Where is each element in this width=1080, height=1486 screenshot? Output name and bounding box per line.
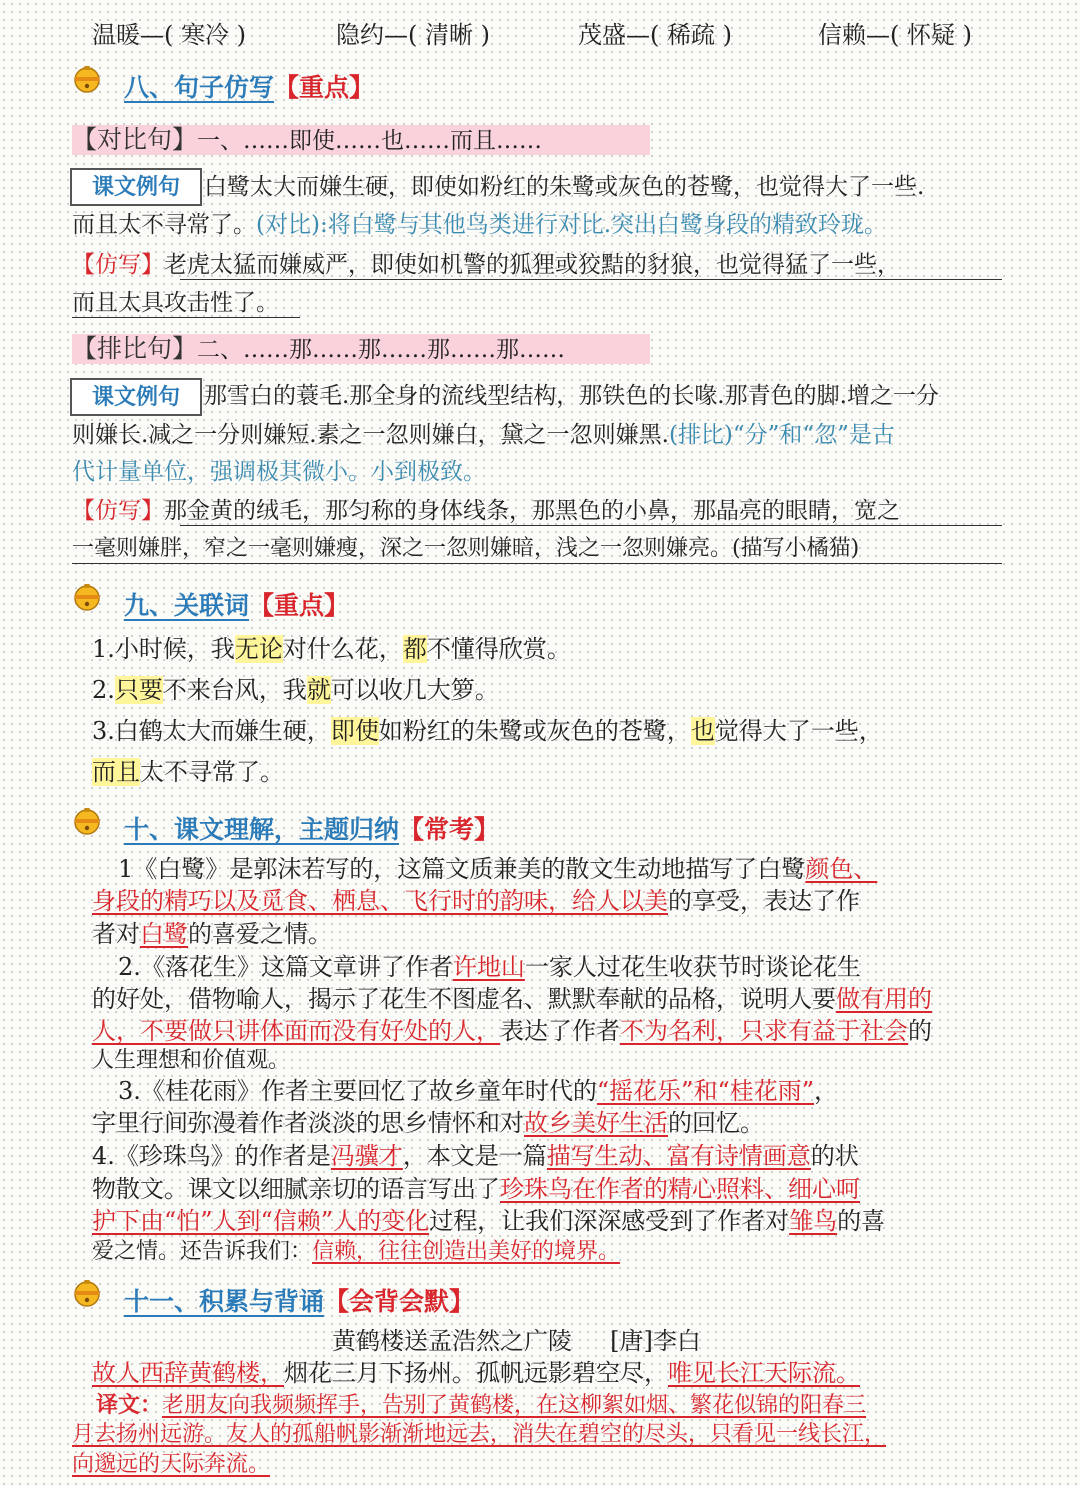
poem-line: 故人西辞黄鹤楼，	[92, 1359, 284, 1387]
text: 的好处，借物喻人，揭示了花生不图虚名、默默奉献的品格，说明人要	[92, 985, 836, 1013]
contrast-imitate-line1	[72, 250, 900, 280]
antonym-pair: 怀疑	[907, 21, 955, 49]
parallel-pattern	[72, 334, 565, 365]
example-label: 课文例句	[70, 168, 202, 206]
answer: 身段的精巧以及觅食、栖息、飞行时的韵味，给人以美	[92, 887, 668, 915]
answer: 信赖，往往创造出美好的境界。	[312, 1239, 621, 1264]
conjunction-item	[92, 634, 571, 664]
text: 3.《桂花雨》作者主要回忆了故乡童年时代的	[118, 1077, 597, 1105]
text: 觉得大了一些，	[714, 717, 883, 745]
text: 不来台风，我	[162, 676, 307, 704]
parallel-pattern-text: 二、……那……那……那……那……	[197, 337, 566, 363]
poem-lines	[92, 1358, 860, 1388]
summary-p3-l2	[92, 1108, 764, 1138]
section-10-heading	[124, 810, 499, 846]
text: 可以收几大箩。	[330, 676, 499, 704]
translation-text: 老朋友向我频频挥手，告别了黄鹤楼，在这柳絮如烟、繁花似锦的阳春三	[162, 1393, 867, 1418]
antonym-word: 温暖	[92, 21, 140, 49]
text: ，	[813, 1077, 838, 1105]
example-text: 则嫌长.减之一分则嫌短.素之一忽则嫌白，黛之一忽则嫌黑.	[72, 422, 669, 448]
poem-heading	[332, 1326, 701, 1356]
summary-p4-l1	[92, 1141, 859, 1171]
antonym-row: 温暖—( 寒冷 )	[92, 21, 246, 49]
text: 字里行间弥漫着作者淡淡的思乡情怀和对	[92, 1109, 524, 1137]
example-text: 而且太不寻常了。	[72, 212, 256, 238]
antonym-word: 信赖	[818, 21, 866, 49]
text: 2.《落花生》这篇文章讲了作者	[118, 953, 453, 981]
underline-rule	[72, 563, 1002, 564]
answer: 做有用的	[836, 985, 932, 1013]
keyword: 而且	[92, 758, 140, 786]
contrast-tag: 【对比句】	[72, 125, 198, 154]
antonym-pair: 寒冷	[181, 21, 229, 49]
summary-p2-l2	[92, 984, 932, 1014]
section-title: 十一、积累与背诵	[124, 1287, 325, 1316]
imitate-text: 老虎太猛而嫌威严，即使如机警的狐狸或狡黠的豺狼，也觉得猛了一些，	[164, 252, 900, 278]
bell-icon	[72, 582, 102, 612]
text: 者对	[92, 920, 140, 948]
translation-l1	[96, 1390, 866, 1421]
text: ，本文是一篇	[402, 1142, 547, 1170]
keyword: 即使	[330, 717, 379, 745]
answer: 故乡美好生活	[524, 1109, 668, 1137]
section-11-heading	[124, 1282, 474, 1318]
underline-rule	[180, 279, 1002, 280]
text: 4.《珍珠鸟》的作者是	[92, 1142, 331, 1170]
antonym-row: 信赖—( 怀疑 )	[818, 21, 972, 49]
text: 2.	[92, 676, 115, 704]
section-tag: 【重点】	[249, 591, 350, 620]
text: 太不寻常了。	[140, 758, 284, 786]
answer: 白鹭	[140, 920, 188, 948]
section-title: 八、句子仿写	[124, 73, 275, 102]
text: 的回忆。	[668, 1109, 764, 1137]
example-note: (排比)“分”和“忽”是古	[668, 422, 895, 448]
poem-line: 唯见长江天际流。	[668, 1359, 860, 1387]
poem-author: [唐]李白	[610, 1327, 701, 1355]
translation-label: 译文：	[96, 1392, 163, 1418]
keyword: 只要	[114, 676, 163, 704]
bell-icon	[72, 806, 102, 836]
section-tag: 【常考】	[399, 815, 500, 844]
poem-line: 烟花三月下扬州。孤帆远影碧空尽，	[284, 1359, 668, 1387]
keyword: 就	[306, 676, 331, 704]
antonym-row: 茂盛—( 稀疏 )	[578, 21, 732, 49]
text: 如粉红的朱鹭或灰色的苍鹭，	[378, 717, 691, 745]
translation-l2: 月去扬州远游。友人的孤船帆影渐渐地远去，消失在碧空的尽头，只看见一线长江，	[72, 1422, 887, 1447]
underline-rule	[72, 317, 300, 318]
summary-p3-l1	[118, 1076, 838, 1106]
keyword: 都	[402, 635, 427, 663]
bell-icon	[72, 64, 102, 94]
antonym-pair: 稀疏	[667, 21, 715, 49]
answer: 许地山	[452, 953, 525, 981]
text: 对什么花，	[282, 635, 403, 663]
antonym-pair: 清晰	[425, 21, 473, 49]
keyword: 无论	[234, 635, 283, 663]
parallel-imitate-line2: 一毫则嫌胖，窄之一毫则嫌瘦，深之一忽则嫌暗，浅之一忽则嫌亮。(描写小橘猫)	[72, 536, 860, 561]
text: 的	[908, 1017, 932, 1045]
text: 过程，让我们深深感受到了作者对	[429, 1207, 790, 1235]
parallel-example-line3: 代计量单位，强调极其微小。小到极致。	[72, 459, 486, 485]
parallel-example-line1: 那雪白的蓑毛.那全身的流线型结构，那铁色的长喙.那青色的脚.增之一分	[204, 383, 939, 409]
text: 物散文。课文以细腻亲切的语言写出了	[92, 1175, 500, 1203]
contrast-pattern-text: 一、……即使……也……而且……	[197, 128, 543, 154]
summary-p1-l3	[92, 919, 332, 949]
section-title: 九、关联词	[124, 591, 250, 620]
text: 一家人过花生收获节时谈论花生	[524, 953, 861, 981]
imitate-label: 【仿写】	[72, 252, 164, 278]
contrast-example-line1: 白鹭太大而嫌生硬，即使如粉红的朱鹭或灰色的苍鹭，也觉得大了一些.	[204, 174, 925, 200]
text: 不懂得欣赏。	[426, 635, 571, 663]
summary-p2-l4: 人生理想和价值观。	[92, 1048, 291, 1073]
summary-p1-l2	[92, 886, 860, 916]
text: 的喜爱之情。	[188, 920, 332, 948]
answer: 不为名利，只求有益于社会	[620, 1017, 908, 1045]
antonym-word: 隐约	[336, 21, 384, 49]
text: 的享受，表达了作	[668, 887, 860, 915]
text: 表达了作者	[500, 1017, 620, 1045]
conjunction-item	[92, 675, 499, 705]
example-note: (对比):将白鹭与其他鸟类进行对比.突出白鹭身段的精致玲珑。	[256, 212, 888, 238]
section-tag: 【重点】	[274, 73, 375, 102]
answer: 人，不要做只讲体面而没有好处的人，	[92, 1017, 500, 1045]
section-9-heading	[124, 586, 349, 622]
summary-p4-l3	[92, 1206, 885, 1236]
antonym-word: 茂盛	[578, 21, 626, 49]
answer: 护下由“怕”人到“信赖”人的变化	[92, 1207, 430, 1235]
text: 1《白鹭》是郭沫若写的，这篇文质兼美的散文生动地描写了白鹭	[118, 855, 806, 883]
imitate-text: 那金黄的绒毛，那匀称的身体线条，那黑色的小鼻，那晶亮的眼睛，宽之	[164, 498, 900, 524]
conjunction-item-cont	[92, 757, 284, 787]
text: 3.白鹤太大而嫌生硬，	[92, 717, 331, 745]
answer: 描写生动、富有诗情画意	[546, 1142, 811, 1170]
text: 1.小时候，我	[92, 635, 235, 663]
answer: 冯骥才	[330, 1142, 403, 1170]
section-title: 十、课文理解，主题归纳	[124, 815, 400, 844]
answer: 颜色、	[805, 855, 878, 883]
summary-p4-l2	[92, 1174, 860, 1204]
answer: 珍珠鸟在作者的精心照料、细心呵	[500, 1175, 860, 1203]
translation-l3: 向邈远的天际奔流。	[72, 1452, 271, 1477]
section-8-heading	[124, 68, 374, 104]
text: 爱之情。还告诉我们：	[92, 1239, 313, 1264]
text: 的状	[810, 1142, 859, 1170]
parallel-imitate-line1	[72, 496, 900, 526]
parallel-example-line2	[72, 420, 895, 450]
text: 的喜	[837, 1207, 886, 1235]
answer: “摇花乐”和“桂花雨”	[596, 1077, 814, 1105]
keyword: 也	[690, 717, 715, 745]
summary-p2-l3	[92, 1016, 932, 1046]
imitate-label: 【仿写】	[72, 498, 164, 524]
contrast-example-line2	[72, 210, 887, 240]
poem-title: 黄鹤楼送孟浩然之广陵	[332, 1327, 572, 1355]
antonym-row: 隐约—( 清晰 )	[336, 21, 490, 49]
section-tag: 【会背会默】	[324, 1287, 475, 1316]
example-label: 课文例句	[70, 378, 202, 416]
bell-icon	[72, 1278, 102, 1308]
contrast-pattern	[72, 125, 542, 156]
contrast-imitate-line2: 而且太具攻击性了。	[72, 290, 279, 316]
conjunction-item	[92, 716, 883, 746]
answer: 雏鸟	[789, 1207, 838, 1235]
underline-rule	[180, 525, 1002, 526]
parallel-tag: 【排比句】	[72, 334, 198, 363]
summary-p4-l4	[92, 1237, 620, 1267]
summary-p2-l1	[118, 952, 861, 982]
summary-p1-l1	[118, 854, 877, 884]
